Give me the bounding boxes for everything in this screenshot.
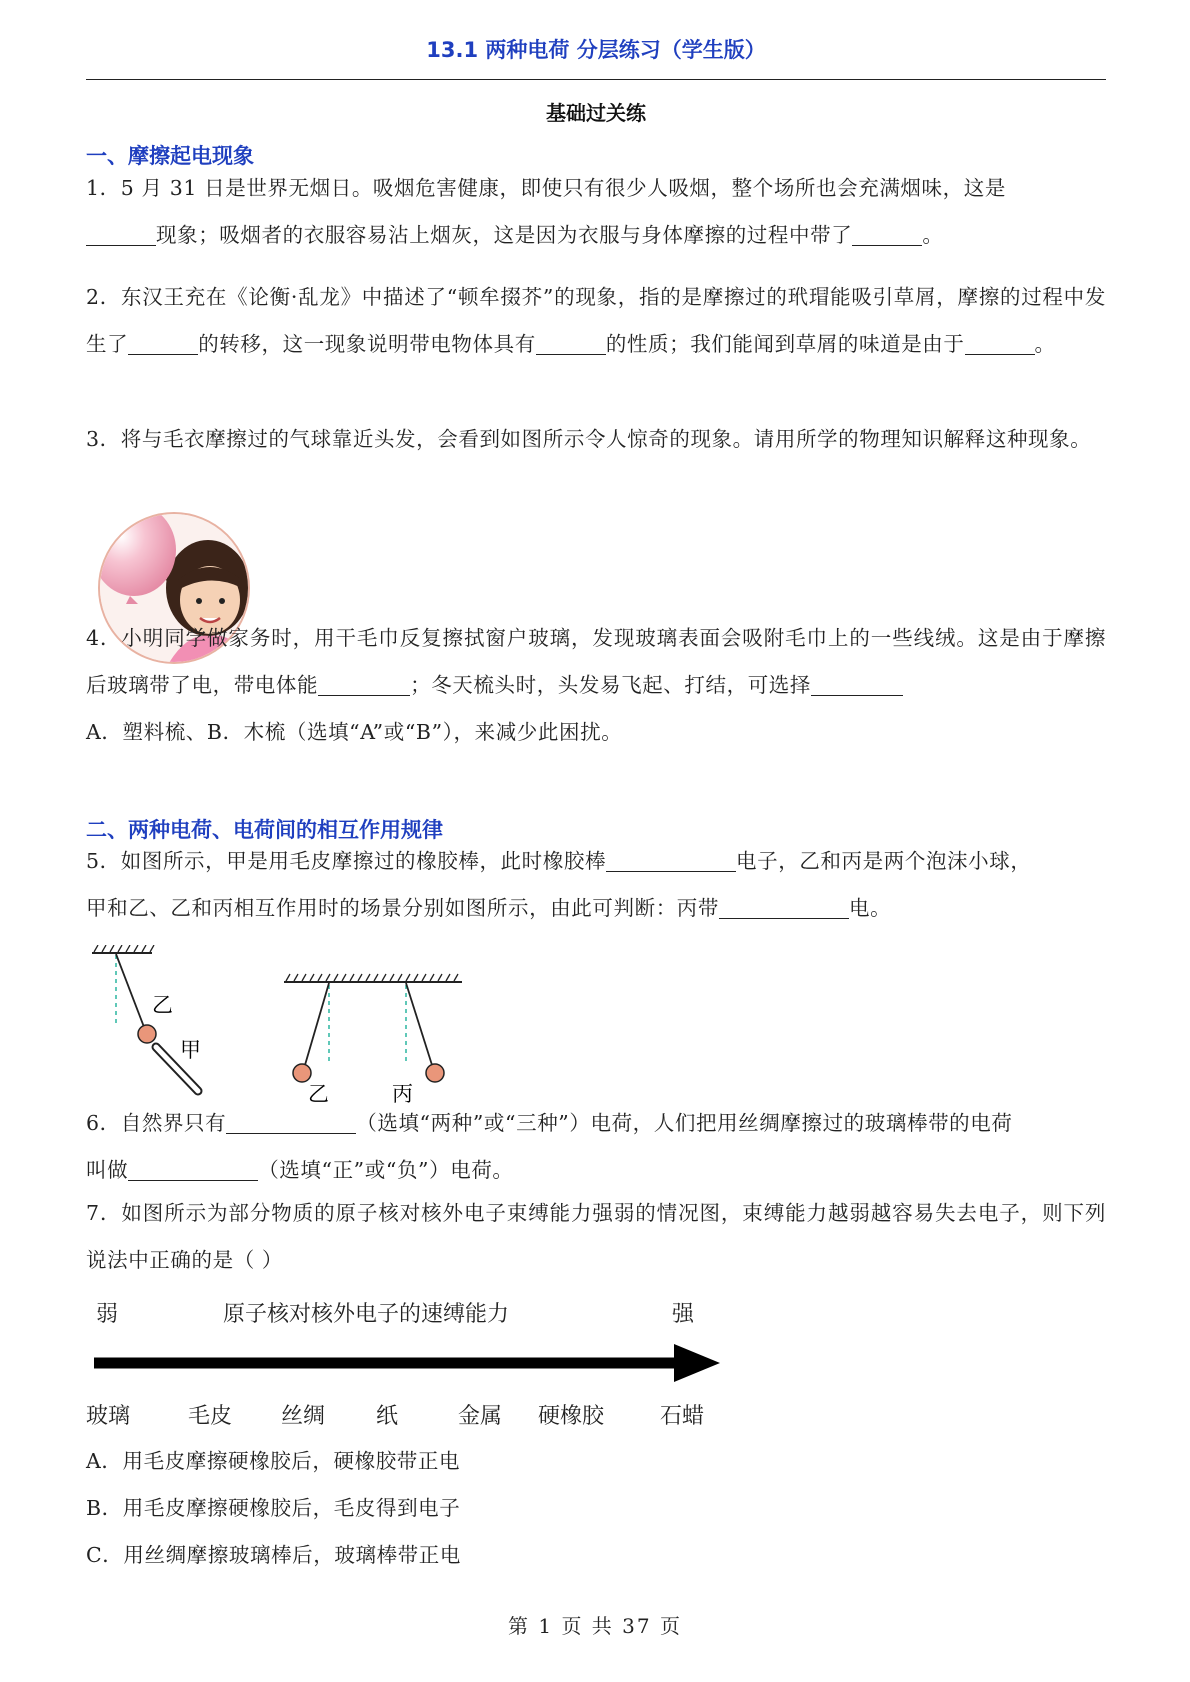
string-yi <box>305 983 329 1065</box>
option-b[interactable]: B．用毛皮摩擦硬橡胶后，毛皮得到电子 <box>86 1496 461 1520</box>
q2-blank-2[interactable] <box>536 332 606 355</box>
material-label: 石蜡 <box>660 1404 705 1429</box>
question-7: 7．如图所示为部分物质的原子核对核外电子束缚能力强弱的情况图，束缚能力越弱越容易失去电子，则下列说法中正确的是（ ） <box>86 1201 1106 1272</box>
q1-text-c: 。 <box>922 223 944 247</box>
q1-text-a: 1．5 月 31 日是世界无烟日。吸烟危害健康，即使只有很少人吸烟，整个场所也会充满烟味，这是 <box>86 176 1006 200</box>
page-footer: 第 1 页 共 37 页 <box>508 1614 682 1638</box>
material-label: 金属 <box>458 1404 503 1429</box>
material-label: 玻璃 <box>86 1404 131 1429</box>
q2-blank-1[interactable] <box>128 332 198 355</box>
document-title: 13.1 两种电荷 分层练习（学生版） <box>426 38 766 62</box>
question-1 <box>86 165 1106 259</box>
q6-text-a: 6．自然界只有 <box>86 1111 227 1135</box>
q2-text-a: 2．东汉王充在《论衡·乱龙》中描述了“顿牟掇芥”的现象，指的是摩擦过的玳瑁能吸引草屑，摩擦的过程中发生了 <box>86 285 1106 356</box>
q5-text-d: 电。 <box>849 896 892 920</box>
left-string <box>116 954 144 1027</box>
scale-title: 原子核对核外电子的速缚能力 <box>223 1302 510 1327</box>
q2-text-b: 的转移，这一现象说明带电物体具有 <box>198 332 536 356</box>
q5-text-a: 5．如图所示，甲是用毛皮摩擦过的橡胶棒，此时橡胶棒 <box>86 849 607 873</box>
q4-blank-2[interactable] <box>811 673 903 696</box>
left-ceiling <box>92 945 154 953</box>
q2-blank-3[interactable] <box>965 332 1035 355</box>
q1-blank-1[interactable] <box>86 223 156 246</box>
q2-text-d: 。 <box>1034 332 1056 356</box>
material-label: 毛皮 <box>188 1404 233 1429</box>
q5-text-b: 电子，乙和丙是两个泡沫小球， <box>736 849 1032 873</box>
q5-blank-1[interactable] <box>606 849 736 872</box>
option-c[interactable]: C．用丝绸摩擦玻璃棒后，玻璃棒带正电 <box>86 1543 461 1567</box>
question-5 <box>86 838 1106 932</box>
ball-yi-left <box>138 1025 156 1043</box>
section-title: 基础过关练 <box>546 101 646 125</box>
question-3: 3．将与毛衣摩擦过的气球靠近头发，会看到如图所示令人惊奇的现象。请用所学的物理知识解释这种现象。 <box>86 427 1092 451</box>
title-divider <box>86 79 1106 80</box>
label-bing: 丙 <box>392 1082 413 1105</box>
q5-blank-2[interactable] <box>719 896 849 919</box>
q1-text-b: 现象；吸烟者的衣服容易沾上烟灰，这是因为衣服与身体摩擦的过程中带了 <box>156 223 853 247</box>
option-a[interactable]: A．用毛皮摩擦硬橡胶后，硬橡胶带正电 <box>86 1449 461 1473</box>
label-jia: 甲 <box>180 1038 201 1062</box>
label-yi-left: 乙 <box>152 993 173 1017</box>
heading-friction-electrification: 一、摩擦起电现象 <box>86 144 254 168</box>
question-2 <box>86 274 1106 368</box>
q4-blank-1[interactable] <box>318 673 410 696</box>
scale-strong-label: 强 <box>672 1302 695 1327</box>
scale-weak-label: 弱 <box>96 1302 119 1327</box>
q1-blank-2[interactable] <box>852 223 922 246</box>
string-bing <box>406 983 432 1065</box>
pendulum-figure <box>86 945 486 1105</box>
question-6 <box>86 1100 1106 1194</box>
q4-text-b: ；冬天梳头时，头发易飞起、打结，可选择 <box>410 673 812 697</box>
ball-bing <box>426 1064 444 1082</box>
material-label: 纸 <box>376 1404 399 1429</box>
q2-text-c: 的性质；我们能闻到草屑的味道是由于 <box>605 332 965 356</box>
q6-text-c: 叫做 <box>86 1158 129 1182</box>
q4-text-c: A．塑料梳、B．木梳（选填“A”或“B”），来减少此困扰。 <box>86 720 623 744</box>
binding-strength-arrow <box>86 1342 726 1384</box>
q6-blank-2[interactable] <box>128 1158 258 1181</box>
q6-blank-1[interactable] <box>226 1111 356 1134</box>
heading-two-kinds-of-charge: 二、两种电荷、电荷间的相互作用规律 <box>86 818 443 842</box>
material-label: 丝绸 <box>281 1404 326 1429</box>
q6-text-d: （选填“正”或“负”）电荷。 <box>258 1158 514 1182</box>
question-4 <box>86 615 1106 756</box>
q5-text-c: 甲和乙、乙和丙相互作用时的场景分别如图所示，由此可判断：丙带 <box>86 896 719 920</box>
material-label: 硬橡胶 <box>538 1404 605 1429</box>
q4-text-a: 4．小明同学做家务时，用干毛巾反复擦拭窗户玻璃，发现玻璃表面会吸附毛巾上的一些线绒。这是由于摩擦后玻璃带了电，带电体能 <box>86 626 1106 697</box>
right-ceiling <box>284 974 462 982</box>
label-yi-right: 乙 <box>308 1082 329 1105</box>
q6-text-b: （选填“两种”或“三种”）电荷，人们把用丝绸摩擦过的玻璃棒带的电荷 <box>356 1111 1013 1135</box>
ball-yi-right <box>293 1064 311 1082</box>
